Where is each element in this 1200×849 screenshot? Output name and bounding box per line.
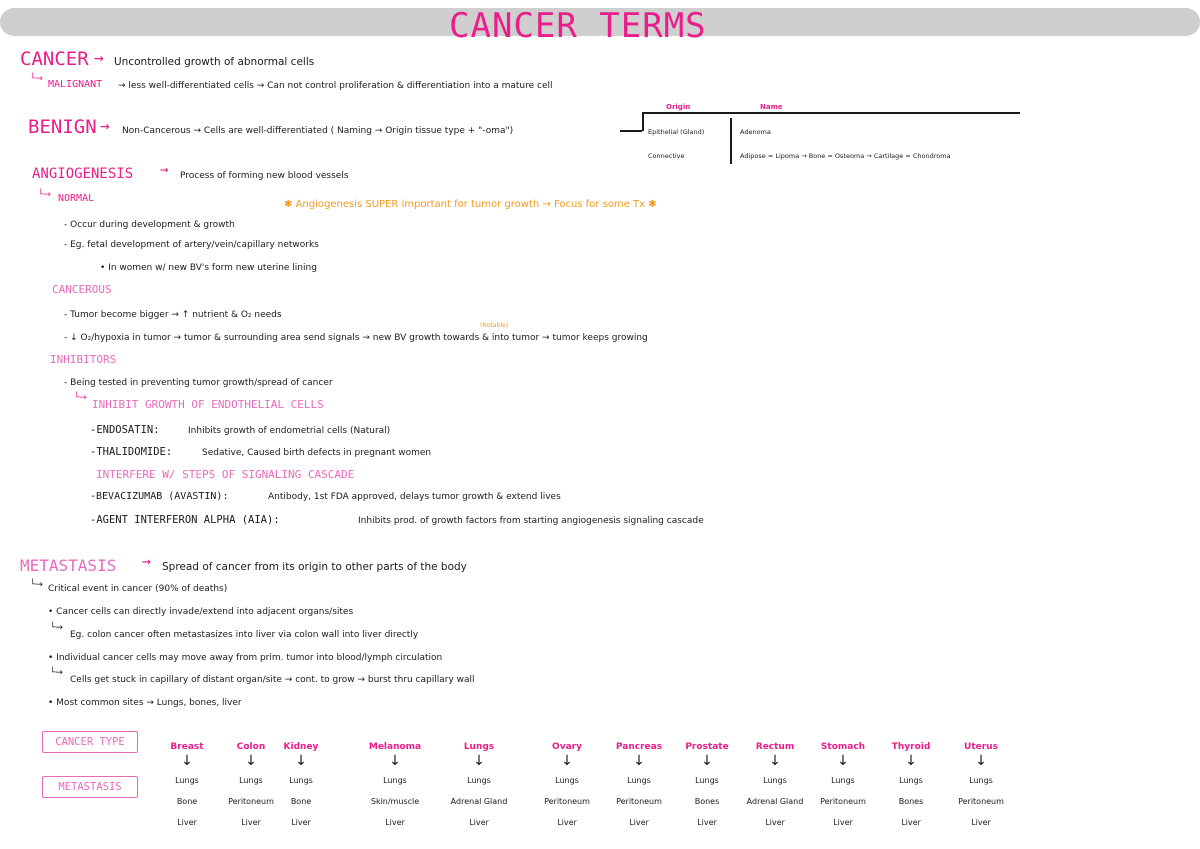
cancer-type-column: [672, 742, 742, 836]
cancer-type-name: Colon: [236, 742, 266, 752]
down-arrow-icon: ↓: [473, 753, 485, 769]
metastasis-point: • Cancer cells can directly invade/extend into adjacent organs/sites: [48, 607, 354, 617]
metastasis-keyword: METASTASIS: [20, 556, 117, 575]
cancer-type-name: Rectum: [755, 742, 795, 752]
origin-header: Origin: [666, 103, 691, 111]
down-arrow-icon: ↓: [561, 753, 573, 769]
name-cell: Adenoma: [740, 128, 771, 136]
normal-subpoint: • In women w/ new BV's form new uterine lining: [100, 263, 317, 273]
down-arrow-icon: ↓: [905, 753, 917, 769]
metastasis-site: Lungs: [467, 776, 491, 785]
malignant-definition: → less well-differentiated cells → Can not control proliferation & differentiation into a mature cell: [118, 81, 553, 91]
metastasis-site: Lungs: [695, 776, 719, 785]
down-arrow-icon: ↓: [295, 753, 307, 769]
metastasis-point: • Individual cancer cells may move away from prim. tumor into blood/lymph circulation: [48, 653, 443, 663]
drug-definition: Inhibits prod. of growth factors from starting angiogenesis signaling cascade: [358, 516, 704, 526]
arrow-icon: →: [160, 162, 169, 178]
metastasis-site: Adrenal Gland: [450, 797, 508, 806]
metastasis-label: METASTASIS: [42, 776, 138, 798]
arrow-icon: →: [100, 116, 110, 135]
arrow-icon: →: [94, 48, 104, 67]
down-arrow-icon: ↓: [389, 753, 401, 769]
normal-heading: NORMAL: [58, 193, 95, 204]
down-arrow-icon: ↓: [633, 753, 645, 769]
metastasis-site: Liver: [291, 818, 311, 827]
metastasis-site: Bones: [694, 797, 720, 806]
return-arrow-icon: └→: [38, 190, 51, 200]
metastasis-site: Lungs: [763, 776, 787, 785]
table-top-rule: [642, 112, 1020, 114]
angiogenesis-definition: Process of forming new blood vessels: [180, 171, 349, 181]
name-header: Name: [760, 103, 783, 111]
metastasis-site: Liver: [557, 818, 577, 827]
metastasis-site: Liver: [765, 818, 785, 827]
metastasis-site: Lungs: [969, 776, 993, 785]
metastasis-site: Lungs: [383, 776, 407, 785]
metastasis-site: Lungs: [899, 776, 923, 785]
cancer-type-name: Stomach: [820, 742, 866, 752]
metastasis-site: Peritoneum: [544, 797, 590, 806]
cancer-type-name: Lungs: [463, 742, 495, 752]
down-arrow-icon: ↓: [701, 753, 713, 769]
cancer-type-name: Melanoma: [368, 742, 422, 752]
metastasis-subpoint: Cells get stuck in capillary of distant organ/site → cont. to grow → burst thru capillary wall: [70, 675, 475, 685]
drug-label: -BEVACIZUMAB (AVASTIN):: [90, 491, 229, 502]
drug-label: -THALIDOMIDE:: [90, 446, 173, 458]
metastasis-site: Bone: [176, 797, 198, 806]
cancer-keyword: CANCER: [20, 48, 89, 70]
origin-cell: Epithelial (Gland): [648, 128, 705, 136]
metastasis-site: Peritoneum: [958, 797, 1004, 806]
cancer-type-name: Thyroid: [891, 742, 931, 752]
cancer-type-column: [532, 742, 602, 836]
name-cell: Adipose = Lipoma → Bone = Osteoma → Cartilage = Chondroma: [740, 152, 951, 160]
cancer-type-column: [360, 742, 430, 836]
cancer-type-label: CANCER TYPE: [42, 731, 138, 753]
benign-keyword: BENIGN: [28, 116, 97, 138]
origin-cell: Connective: [648, 152, 685, 160]
metastasis-site: Liver: [901, 818, 921, 827]
metastasis-site: Adrenal Gland: [746, 797, 804, 806]
cancer-type-column: [946, 742, 1016, 836]
notable-tag: (Notable): [480, 322, 509, 329]
cancer-type-name: Prostate: [685, 742, 729, 752]
arrow-icon: →: [142, 552, 152, 570]
page-title: CANCER TERMS: [449, 6, 707, 46]
cancer-definition: Uncontrolled growth of abnormal cells: [114, 56, 315, 68]
metastasis-site: Skin/muscle: [370, 797, 420, 806]
cancer-type-column: [604, 742, 674, 836]
cancer-type-name: Uterus: [964, 742, 998, 752]
return-arrow-icon: └→: [50, 668, 63, 678]
normal-point: - Eg. fetal development of artery/vein/capillary networks: [64, 240, 319, 250]
cancerous-heading: CANCEROUS: [52, 283, 112, 296]
cancer-type-name: Kidney: [283, 742, 319, 752]
down-arrow-icon: ↓: [769, 753, 781, 769]
down-arrow-icon: ↓: [975, 753, 987, 769]
metastasis-site: Liver: [833, 818, 853, 827]
metastasis-site: Lungs: [627, 776, 651, 785]
metastasis-point: Critical event in cancer (90% of deaths): [48, 584, 228, 594]
connector-line: [620, 130, 642, 132]
metastasis-site: Lungs: [239, 776, 263, 785]
metastasis-site: Peritoneum: [228, 797, 274, 806]
cancer-type-name: Breast: [170, 742, 204, 752]
cancer-type-name: Pancreas: [615, 742, 663, 752]
return-arrow-icon: └→: [30, 580, 43, 590]
metastasis-site: Lungs: [175, 776, 199, 785]
metastasis-definition: Spread of cancer from its origin to other parts of the body: [162, 561, 467, 573]
drug-label: -ENDOSATIN:: [90, 424, 160, 436]
cancerous-point: - ↓ O₂/hypoxia in tumor → tumor & surrounding area send signals → new BV growth towards & into tumor → tumor keeps growing: [64, 333, 648, 343]
metastasis-site: Liver: [385, 818, 405, 827]
cancer-type-column: [808, 742, 878, 836]
drug-definition: Sedative, Caused birth defects in pregnant women: [202, 448, 432, 458]
connector-line: [642, 112, 644, 131]
cancer-type-column: [266, 742, 336, 836]
down-arrow-icon: ↓: [181, 753, 193, 769]
metastasis-site: Liver: [629, 818, 649, 827]
cancer-type-column: [876, 742, 946, 836]
cancerous-point: - Tumor become bigger → ↑ nutrient & O₂ needs: [64, 310, 282, 320]
normal-point: - Occur during development & growth: [64, 220, 235, 230]
malignant-keyword: MALIGNANT: [48, 79, 103, 90]
drug-definition: Inhibits growth of endometrial cells (Natural): [188, 426, 391, 436]
interfere-heading: INTERFERE W/ STEPS OF SIGNALING CASCADE: [96, 468, 355, 481]
down-arrow-icon: ↓: [245, 753, 257, 769]
return-arrow-icon: └→: [74, 393, 87, 403]
metastasis-site: Liver: [971, 818, 991, 827]
cancer-type-column: [740, 742, 810, 836]
benign-definition: Non-Cancerous → Cells are well-differentiated ( Naming → Origin tissue type + "-oma"): [122, 126, 514, 136]
metastasis-site: Liver: [697, 818, 717, 827]
table-divider: [730, 118, 732, 164]
metastasis-site: Lungs: [555, 776, 579, 785]
metastasis-site: Lungs: [289, 776, 313, 785]
metastasis-subpoint: Eg. colon cancer often metastasizes into liver via colon wall into liver directly: [70, 630, 419, 640]
inhibitors-heading: INHIBITORS: [50, 353, 117, 366]
metastasis-point: • Most common sites → Lungs, bones, liver: [48, 698, 242, 708]
drug-definition: Antibody, 1st FDA approved, delays tumor growth & extend lives: [268, 492, 561, 502]
drug-label: -AGENT INTERFERON ALPHA (AIA):: [90, 514, 280, 526]
return-arrow-icon: └→: [50, 623, 63, 633]
metastasis-site: Peritoneum: [616, 797, 662, 806]
metastasis-site: Liver: [177, 818, 197, 827]
key-note: ✱ Angiogenesis SUPER important for tumor growth → Focus for some Tx ✱: [284, 199, 657, 210]
metastasis-site: Bones: [898, 797, 924, 806]
cancer-type-name: Ovary: [552, 742, 582, 752]
down-arrow-icon: ↓: [837, 753, 849, 769]
metastasis-site: Peritoneum: [820, 797, 866, 806]
inhibit-heading: INHIBIT GROWTH OF ENDOTHELIAL CELLS: [92, 398, 324, 411]
cancer-type-column: [152, 742, 222, 836]
metastasis-site: Liver: [469, 818, 489, 827]
cancer-type-column: [444, 742, 514, 836]
metastasis-site: Liver: [241, 818, 261, 827]
return-arrow-icon: └→: [30, 74, 43, 84]
metastasis-site: Lungs: [831, 776, 855, 785]
inhibitors-point: - Being tested in preventing tumor growth/spread of cancer: [64, 378, 333, 388]
angiogenesis-keyword: ANGIOGENESIS: [32, 166, 134, 182]
metastasis-site: Bone: [290, 797, 312, 806]
